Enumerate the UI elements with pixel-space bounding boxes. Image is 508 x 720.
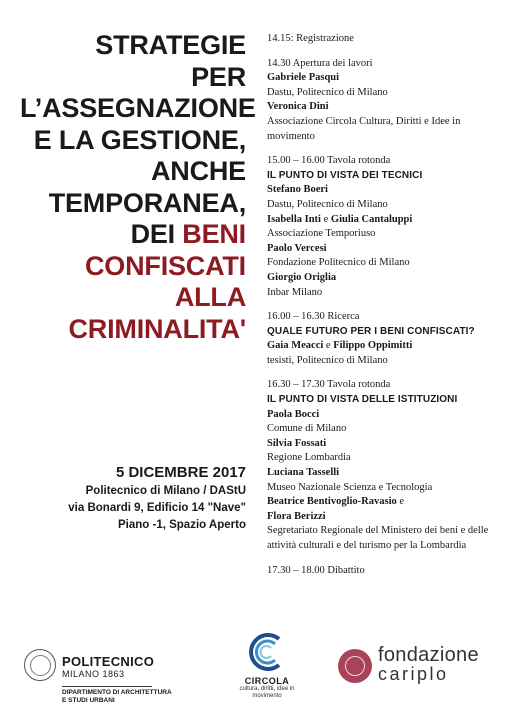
poster-title — [20, 30, 256, 345]
speaker-name: Giulia Cantaluppi — [330, 213, 413, 225]
title-line: PER — [191, 61, 246, 92]
title-line — [20, 219, 246, 251]
speaker-affiliation: Associazione Circola Cultura, Diritti e Idee in movimento — [267, 115, 461, 142]
speaker-affiliation: Segretariato Regionale del Ministero dei beni e delle attività culturali e del turismo per la Lombardia — [267, 525, 489, 551]
speaker-affiliation: Regione Lombardia — [267, 452, 351, 464]
speaker-name: Beatrice Bentivoglio-Ravasio — [267, 496, 397, 508]
title-line: STRATEGIE — [95, 30, 246, 60]
program-block — [267, 154, 499, 300]
sponsor-logos — [0, 625, 508, 720]
speaker-name: Silvia Fossati — [267, 437, 327, 449]
session-heading: QUALE FUTURO PER I BENI CONFISCATI? — [267, 325, 475, 337]
divider — [62, 686, 152, 687]
venue-line: Politecnico di Milano / DAStU — [85, 485, 246, 497]
speaker-pair — [267, 213, 499, 228]
program-block — [267, 310, 499, 368]
program-schedule — [267, 32, 499, 588]
program-time: 17.30 – 18.00 Dibattito — [267, 564, 365, 576]
speaker-name: Paola Bocci — [267, 408, 320, 420]
speaker-name: Stefano Boeri — [267, 184, 328, 196]
title-line: L’ASSEGNAZIONE — [20, 93, 256, 123]
speaker-affiliation: Fondazione Politecnico di Milano — [267, 257, 410, 269]
program-time: 16.00 – 16.30 Ricerca — [267, 311, 360, 323]
title-line: ANCHE — [150, 156, 246, 186]
title-word-highlight: BENI — [182, 219, 246, 249]
venue-line: Piano -1, Spazio Aperto — [117, 519, 246, 531]
speaker-name: Flora Berizzi — [267, 510, 326, 522]
title-line-highlight: CONFISCATI — [85, 250, 246, 281]
program-time: 14.15: Registrazione — [267, 33, 354, 44]
cariplo-seal-icon — [338, 649, 372, 683]
speaker-affiliation: Comune di Milano — [267, 423, 347, 435]
politecnico-name: POLITECNICO — [62, 654, 155, 669]
title-word: DEI — [130, 219, 183, 249]
title-line: TEMPORANEA, — [48, 187, 246, 218]
venue-line: via Bonardi 9, Edificio 14 "Nave" — [68, 502, 246, 514]
speaker-name: Filippo Oppimitti — [333, 340, 413, 352]
speaker-name: Veronica Dini — [267, 101, 329, 113]
cariplo-word: fondazione — [378, 644, 479, 666]
program-time: 14.30 Apertura dei lavori — [267, 57, 373, 69]
program-time: 16.30 – 17.30 Tavola rotonda — [267, 379, 391, 391]
speaker-name: Paolo Vercesi — [267, 242, 327, 254]
department-name: DIPARTIMENTO DI ARCHITETTURA E STUDI URBANI — [62, 689, 172, 704]
title-line: E LA GESTIONE, — [33, 124, 246, 155]
speaker-pair — [267, 339, 499, 354]
program-block — [267, 57, 499, 145]
speaker-name: Gaia Meacci — [267, 340, 324, 352]
cariplo-word: cariplo — [378, 664, 449, 684]
event-date: 5 DICEMBRE 2017 — [115, 464, 246, 481]
title-line-highlight: ALLA — [174, 282, 246, 312]
speaker-affiliation: Inbar Milano — [267, 286, 323, 298]
cariplo-logo — [338, 644, 498, 687]
politecnico-logo — [24, 649, 184, 709]
circola-tagline: cultura, diritti, idee in movimento — [239, 686, 295, 699]
speaker-pair — [267, 495, 499, 510]
event-details — [20, 463, 246, 534]
circola-logo — [232, 630, 302, 710]
speaker-name: Gabriele Pasqui — [267, 72, 340, 84]
speaker-affiliation: tesisti, Politecnico di Milano — [267, 354, 388, 366]
program-block — [267, 378, 499, 553]
program-time: 15.00 – 16.00 Tavola rotonda — [267, 155, 391, 167]
politecnico-subtitle: MILANO 1863 — [62, 669, 125, 679]
program-block — [267, 564, 499, 579]
speaker-name: Isabella Inti — [267, 213, 321, 225]
conjunction: e — [396, 496, 405, 508]
politecnico-seal-icon — [24, 649, 56, 681]
conjunction: e — [323, 340, 334, 352]
speaker-affiliation: Associazione Temporiuso — [267, 228, 376, 240]
session-heading: IL PUNTO DI VISTA DELLE ISTITUZIONI — [267, 394, 458, 406]
speaker-name: Luciana Tasselli — [267, 467, 340, 479]
circola-name: CIRCOLA — [244, 676, 290, 686]
speaker-name: Giorgio Origlia — [267, 271, 337, 283]
conjunction: e — [320, 213, 331, 225]
speaker-affiliation: Dastu, Politecnico di Milano — [267, 86, 388, 98]
speaker-affiliation: Museo Nazionale Scienza e Tecnologia — [267, 481, 433, 493]
program-block — [267, 32, 499, 47]
session-heading: IL PUNTO DI VISTA DEI TECNICI — [267, 169, 423, 181]
title-line-highlight: CRIMINALITA' — [68, 313, 246, 344]
circola-c-icon — [245, 630, 289, 674]
speaker-affiliation: Dastu, Politecnico di Milano — [267, 198, 388, 210]
